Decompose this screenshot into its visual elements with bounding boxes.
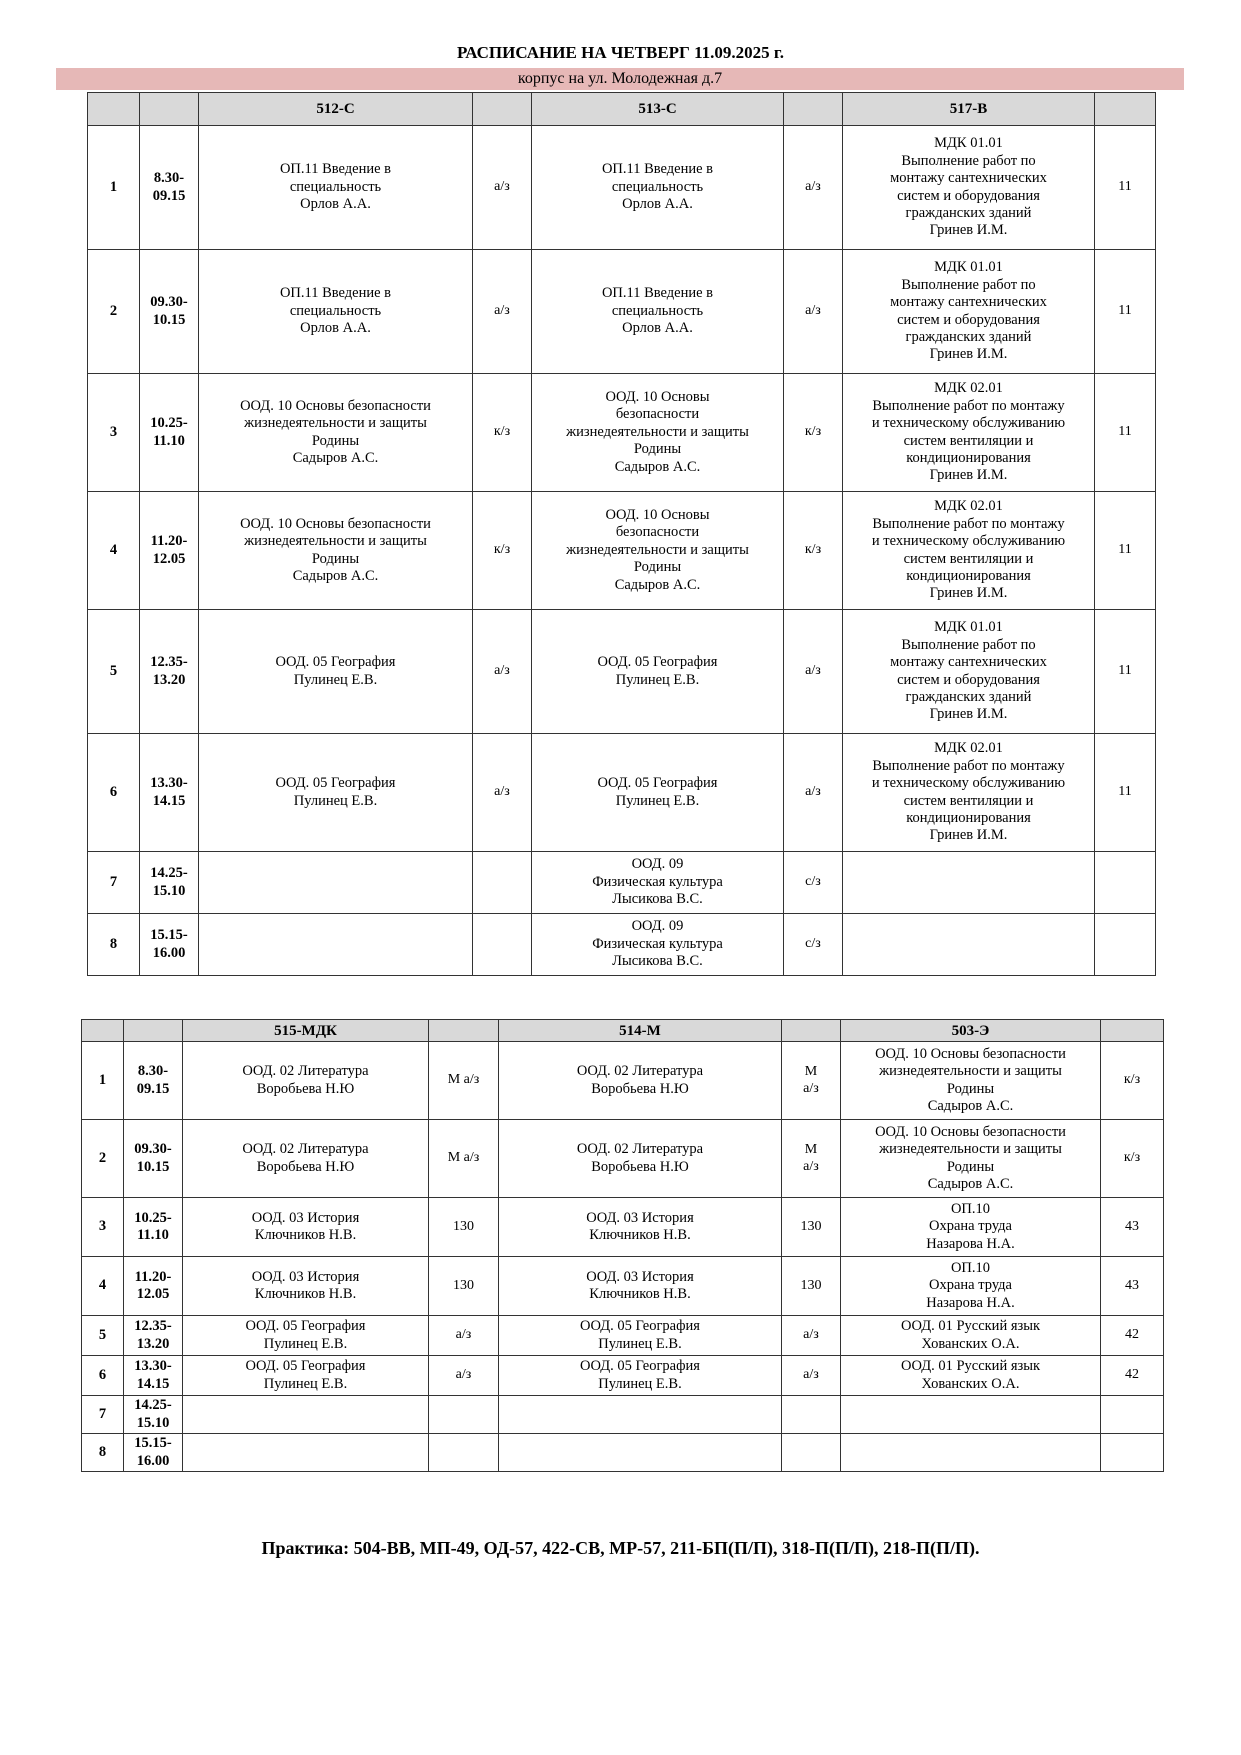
header-room — [429, 1020, 499, 1042]
room-cell — [473, 914, 532, 976]
room-cell: М а/з — [429, 1042, 499, 1120]
room-cell: М а/з — [782, 1120, 841, 1198]
lesson-cell: ООД. 05 География Пулинец Е.В. — [532, 734, 784, 852]
lesson-time: 12.35- 13.20 — [124, 1316, 183, 1356]
lesson-cell: МДК 02.01 Выполнение работ по монтажу и техническому обслуживанию систем вентиляции и кондиционирования Гринев И.М. — [843, 492, 1095, 610]
room-cell: М а/з — [782, 1042, 841, 1120]
lesson-time: 09.30- 10.15 — [140, 250, 199, 374]
lesson-cell: ООД. 10 Основы безопасности жизнедеятельности и защиты Родины Садыров А.С. — [532, 374, 784, 492]
room-cell: а/з — [473, 610, 532, 734]
room-cell: а/з — [473, 126, 532, 250]
lesson-cell — [841, 1396, 1101, 1434]
lesson-cell: ООД. 10 Основы безопасности жизнедеятельности и защиты Родины Садыров А.С. — [841, 1120, 1101, 1198]
room-cell: 130 — [782, 1198, 841, 1257]
room-cell: 11 — [1095, 734, 1156, 852]
header-room — [1095, 93, 1156, 126]
lesson-number: 8 — [88, 914, 140, 976]
lesson-cell: МДК 02.01 Выполнение работ по монтажу и техническому обслуживанию систем вентиляции и кондиционирования Гринев И.М. — [843, 374, 1095, 492]
table-row — [88, 126, 1156, 250]
room-cell: а/з — [782, 1356, 841, 1396]
lesson-cell: ОП.11 Введение в специальность Орлов А.А. — [532, 126, 784, 250]
lesson-number: 4 — [88, 492, 140, 610]
lesson-time: 11.20- 12.05 — [124, 1257, 183, 1316]
lesson-time: 15.15- 16.00 — [140, 914, 199, 976]
lesson-time: 13.30- 14.15 — [140, 734, 199, 852]
campus-address: корпус на ул. Молодежная д.7 — [56, 68, 1184, 90]
lesson-number: 3 — [88, 374, 140, 492]
lesson-time: 12.35- 13.20 — [140, 610, 199, 734]
room-cell: а/з — [473, 250, 532, 374]
room-cell: к/з — [473, 492, 532, 610]
room-cell: 42 — [1101, 1356, 1164, 1396]
lesson-time: 15.15- 16.00 — [124, 1434, 183, 1472]
room-cell: 130 — [429, 1198, 499, 1257]
room-cell: 11 — [1095, 492, 1156, 610]
table-row — [88, 852, 1156, 914]
lesson-cell: ООД. 02 Литература Воробьева Н.Ю — [183, 1042, 429, 1120]
room-cell: к/з — [784, 492, 843, 610]
lesson-cell: МДК 01.01 Выполнение работ по монтажу сантехнических систем и оборудования гражданских зданий Гринев И.М. — [843, 610, 1095, 734]
room-cell: а/з — [473, 734, 532, 852]
room-cell: с/з — [784, 852, 843, 914]
lesson-number: 4 — [82, 1257, 124, 1316]
lesson-cell: ООД. 10 Основы безопасности жизнедеятельности и защиты Родины Садыров А.С. — [841, 1042, 1101, 1120]
group-header: 513-С — [532, 93, 784, 126]
room-cell: а/з — [784, 250, 843, 374]
room-cell: а/з — [429, 1356, 499, 1396]
lesson-time: 09.30- 10.15 — [124, 1120, 183, 1198]
room-cell — [429, 1434, 499, 1472]
lesson-cell: ОП.11 Введение в специальность Орлов А.А. — [199, 126, 473, 250]
room-cell — [782, 1396, 841, 1434]
lesson-cell — [499, 1396, 782, 1434]
lesson-cell: ООД. 05 География Пулинец Е.В. — [183, 1356, 429, 1396]
lesson-cell: ООД. 09 Физическая культура Лысикова В.С. — [532, 914, 784, 976]
table-row — [82, 1316, 1164, 1356]
lesson-cell: ОП.11 Введение в специальность Орлов А.А. — [532, 250, 784, 374]
header-room — [1101, 1020, 1164, 1042]
group-header: 514-М — [499, 1020, 782, 1042]
lesson-number: 5 — [88, 610, 140, 734]
lesson-cell — [499, 1434, 782, 1472]
table-row — [82, 1356, 1164, 1396]
room-cell — [473, 852, 532, 914]
lesson-time: 14.25- 15.10 — [124, 1396, 183, 1434]
lesson-cell: ОП.10 Охрана труда Назарова Н.А. — [841, 1198, 1101, 1257]
lesson-time: 13.30- 14.15 — [124, 1356, 183, 1396]
lesson-cell: ООД. 02 Литература Воробьева Н.Ю — [499, 1120, 782, 1198]
lesson-number: 3 — [82, 1198, 124, 1257]
header-time — [140, 93, 199, 126]
lesson-cell: ООД. 09 Физическая культура Лысикова В.С. — [532, 852, 784, 914]
room-cell: с/з — [784, 914, 843, 976]
lesson-time: 10.25- 11.10 — [140, 374, 199, 492]
lesson-cell: ООД. 03 История Ключников Н.В. — [499, 1198, 782, 1257]
lesson-cell — [183, 1434, 429, 1472]
header-time — [124, 1020, 183, 1042]
lesson-number: 2 — [88, 250, 140, 374]
lesson-cell: ООД. 05 География Пулинец Е.В. — [499, 1356, 782, 1396]
room-cell — [1101, 1434, 1164, 1472]
lesson-cell: ООД. 03 История Ключников Н.В. — [183, 1198, 429, 1257]
room-cell — [429, 1396, 499, 1434]
room-cell: а/з — [782, 1316, 841, 1356]
group-header: 515-МДК — [183, 1020, 429, 1042]
room-cell — [1095, 852, 1156, 914]
group-header: 517-В — [843, 93, 1095, 126]
lesson-cell: ООД. 02 Литература Воробьева Н.Ю — [183, 1120, 429, 1198]
lesson-number: 1 — [82, 1042, 124, 1120]
table-row — [82, 1198, 1164, 1257]
lesson-cell: МДК 01.01 Выполнение работ по монтажу сантехнических систем и оборудования гражданских зданий Гринев И.М. — [843, 250, 1095, 374]
lesson-number: 6 — [82, 1356, 124, 1396]
table-row — [88, 250, 1156, 374]
lesson-cell: ООД. 10 Основы безопасности жизнедеятельности и защиты Родины Садыров А.С. — [199, 492, 473, 610]
room-cell — [1101, 1396, 1164, 1434]
lesson-number: 6 — [88, 734, 140, 852]
room-cell: к/з — [473, 374, 532, 492]
table-row — [88, 374, 1156, 492]
room-cell: к/з — [784, 374, 843, 492]
lesson-time: 10.25- 11.10 — [124, 1198, 183, 1257]
table-row — [82, 1257, 1164, 1316]
lesson-number: 1 — [88, 126, 140, 250]
table-row — [88, 914, 1156, 976]
room-cell: 43 — [1101, 1257, 1164, 1316]
room-cell: а/з — [784, 126, 843, 250]
lesson-cell: ОП.10 Охрана труда Назарова Н.А. — [841, 1257, 1101, 1316]
room-cell: а/з — [429, 1316, 499, 1356]
header-room — [784, 93, 843, 126]
room-cell: 11 — [1095, 374, 1156, 492]
header-room — [782, 1020, 841, 1042]
lesson-cell — [843, 852, 1095, 914]
lesson-cell — [843, 914, 1095, 976]
header-num — [82, 1020, 124, 1042]
table-header-row — [88, 93, 1156, 126]
group-header: 503-Э — [841, 1020, 1101, 1042]
lesson-cell — [183, 1396, 429, 1434]
room-cell: а/з — [784, 610, 843, 734]
lesson-cell — [199, 914, 473, 976]
lesson-cell: ООД. 05 География Пулинец Е.В. — [183, 1316, 429, 1356]
lesson-number: 5 — [82, 1316, 124, 1356]
lesson-time: 8.30- 09.15 — [140, 126, 199, 250]
room-cell: к/з — [1101, 1042, 1164, 1120]
lesson-number: 2 — [82, 1120, 124, 1198]
lesson-cell: МДК 01.01 Выполнение работ по монтажу сантехнических систем и оборудования гражданских зданий Гринев И.М. — [843, 126, 1095, 250]
lesson-cell: ООД. 03 История Ключников Н.В. — [183, 1257, 429, 1316]
lesson-cell — [199, 852, 473, 914]
room-cell: а/з — [784, 734, 843, 852]
table-header-row — [82, 1020, 1164, 1042]
table-row — [88, 610, 1156, 734]
lesson-cell: ООД. 10 Основы безопасности жизнедеятельности и защиты Родины Садыров А.С. — [199, 374, 473, 492]
group-header: 512-С — [199, 93, 473, 126]
lesson-time: 11.20- 12.05 — [140, 492, 199, 610]
table-row — [82, 1120, 1164, 1198]
lesson-cell: ООД. 05 География Пулинец Е.В. — [532, 610, 784, 734]
header-room — [473, 93, 532, 126]
page-title: РАСПИСАНИЕ НА ЧЕТВЕРГ 11.09.2025 г. — [456, 43, 784, 62]
lesson-cell: ООД. 02 Литература Воробьева Н.Ю — [499, 1042, 782, 1120]
lesson-cell: ООД. 05 География Пулинец Е.В. — [199, 610, 473, 734]
room-cell: к/з — [1101, 1120, 1164, 1198]
lesson-cell: ООД. 05 География Пулинец Е.В. — [499, 1316, 782, 1356]
lesson-time: 14.25- 15.10 — [140, 852, 199, 914]
table-row — [88, 734, 1156, 852]
lesson-cell: ООД. 03 История Ключников Н.В. — [499, 1257, 782, 1316]
room-cell: 43 — [1101, 1198, 1164, 1257]
table-row — [82, 1434, 1164, 1472]
practice-note: Практика: 504-ВВ, МП-49, ОД-57, 422-СВ, МР-57, 211-БП(П/П), 318-П(П/П), 218-П(П/П). — [261, 1538, 980, 1558]
room-cell: 130 — [782, 1257, 841, 1316]
lesson-number: 7 — [88, 852, 140, 914]
lesson-cell: ОП.11 Введение в специальность Орлов А.А. — [199, 250, 473, 374]
room-cell: 11 — [1095, 126, 1156, 250]
lesson-cell — [841, 1434, 1101, 1472]
room-cell: 130 — [429, 1257, 499, 1316]
table-row — [82, 1396, 1164, 1434]
schedule-table-1 — [87, 92, 1156, 976]
room-cell — [1095, 914, 1156, 976]
lesson-number: 7 — [82, 1396, 124, 1434]
table-row — [88, 492, 1156, 610]
lesson-cell: ООД. 01 Русский язык Хованских О.А. — [841, 1316, 1101, 1356]
lesson-cell: МДК 02.01 Выполнение работ по монтажу и техническому обслуживанию систем вентиляции и кондиционирования Гринев И.М. — [843, 734, 1095, 852]
lesson-time: 8.30- 09.15 — [124, 1042, 183, 1120]
room-cell — [782, 1434, 841, 1472]
room-cell: 42 — [1101, 1316, 1164, 1356]
table-row — [82, 1042, 1164, 1120]
lesson-cell: ООД. 05 География Пулинец Е.В. — [199, 734, 473, 852]
header-num — [88, 93, 140, 126]
lesson-cell: ООД. 01 Русский язык Хованских О.А. — [841, 1356, 1101, 1396]
lesson-cell: ООД. 10 Основы безопасности жизнедеятельности и защиты Родины Садыров А.С. — [532, 492, 784, 610]
room-cell: 11 — [1095, 610, 1156, 734]
room-cell: М а/з — [429, 1120, 499, 1198]
room-cell: 11 — [1095, 250, 1156, 374]
lesson-number: 8 — [82, 1434, 124, 1472]
schedule-table-2 — [81, 1019, 1164, 1472]
